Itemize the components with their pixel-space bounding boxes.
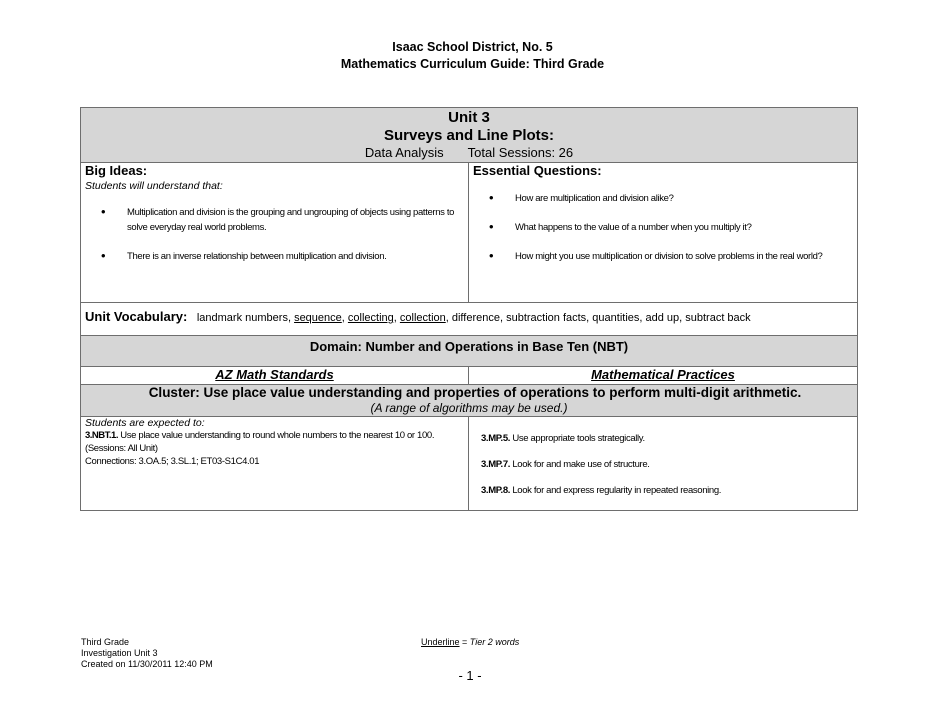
- page-number-text: - 1 -: [458, 668, 482, 683]
- big-ideas-cell: [81, 163, 469, 303]
- legend-underline: Underline: [421, 637, 460, 647]
- list-item: • How might you use multiplication or division to solve problems in the real world?: [473, 249, 853, 264]
- practices-list: [473, 417, 853, 497]
- big-ideas-list: [85, 205, 464, 264]
- cluster-banner: [81, 385, 858, 417]
- practice-code: 3.MP.7.: [481, 459, 511, 470]
- vocab-word-tier2: sequence: [294, 312, 342, 324]
- cluster-note: (A range of algorithms may be used.): [370, 401, 568, 415]
- footer-info: [81, 637, 213, 670]
- unit-strand: Data Analysis: [364, 145, 444, 160]
- vocabulary-words: [197, 312, 751, 324]
- cluster-title: Cluster: Use place value understanding and properties of operations to perform multi-digit arithmetic.: [148, 385, 802, 400]
- practice-text: Use appropriate tools strategically.: [510, 433, 645, 444]
- standard-description: Use place value understanding to round whole numbers to the nearest 10 or 100.: [117, 430, 435, 441]
- essential-questions-cell: [469, 163, 858, 303]
- big-ideas-title: Big Ideas:: [85, 163, 148, 178]
- vocabulary-colon: :: [183, 309, 188, 324]
- az-standards-label: AZ Math Standards: [215, 367, 334, 382]
- page-number: [0, 668, 942, 683]
- vocab-word-tier2: collecting: [347, 312, 394, 324]
- vocab-word: landmark numbers,: [196, 312, 291, 324]
- unit-title: Unit 3: [448, 109, 490, 126]
- footer-legend: [421, 637, 519, 648]
- document-header: [0, 39, 942, 73]
- standard-code: 3.NBT.1.: [85, 430, 118, 441]
- vocab-word-tier2: collection: [399, 312, 446, 324]
- legend-equals: =: [459, 637, 470, 647]
- standard-text: [85, 429, 464, 442]
- standard-cell: [81, 417, 469, 511]
- az-standards-header: [81, 367, 469, 385]
- list-item: • How are multiplication and division alike?: [473, 191, 853, 206]
- footer-grade: Third Grade: [81, 637, 130, 647]
- curriculum-table: [80, 107, 858, 511]
- unit-banner: [81, 108, 858, 163]
- vocab-separator: ,: [393, 312, 397, 324]
- practice-text: Look for and express regularity in repeated reasoning.: [510, 485, 722, 496]
- practice-code: 3.MP.8.: [481, 485, 511, 496]
- practice-code: 3.MP.5.: [481, 433, 511, 444]
- unit-meta: [81, 145, 857, 161]
- practice-text: Look for and make use of structure.: [510, 459, 650, 470]
- expectations-intro: Students are expected to:: [85, 417, 205, 429]
- standard-connections: Connections: 3.OA.5; 3.SL.1; ET03-S1C4.01: [85, 456, 260, 467]
- practices-cell: [469, 417, 858, 511]
- list-item: • What happens to the value of a number when you multiply it?: [473, 220, 853, 235]
- practices-label: Mathematical Practices: [591, 367, 735, 382]
- vocabulary-label: Unit Vocabulary: [85, 309, 184, 324]
- unit-sessions: Total Sessions: 26: [467, 145, 574, 160]
- list-item: [481, 432, 853, 445]
- list-item: [481, 458, 853, 471]
- big-ideas-intro: Students will understand that:: [85, 180, 223, 192]
- standard-sessions: (Sessions: All Unit): [85, 443, 158, 454]
- guide-title: Mathematics Curriculum Guide: Third Grade: [340, 57, 605, 71]
- list-item: • There is an inverse relationship between multiplication and division.: [85, 249, 464, 264]
- list-item: [481, 484, 853, 497]
- footer-created: Created on 11/30/2011 12:40 PM: [81, 659, 213, 669]
- essential-questions-list: [473, 191, 853, 264]
- district-name: Isaac School District, No. 5: [392, 40, 553, 54]
- vocab-separator: ,: [341, 312, 345, 324]
- unit-subtitle: Surveys and Line Plots:: [383, 127, 555, 144]
- domain-banner: Domain: Number and Operations in Base Ten (NBT): [81, 336, 858, 367]
- vocabulary-cell: [81, 303, 858, 336]
- practices-header: [469, 367, 858, 385]
- footer-unit: Investigation Unit 3: [81, 648, 158, 658]
- legend-tier: Tier 2 words: [469, 637, 520, 647]
- vocab-words-rest: , difference, subtraction facts, quantities, add up, subtract back: [445, 312, 751, 324]
- essential-questions-title: Essential Questions:: [473, 163, 602, 178]
- list-item: • Multiplication and division is the grouping and ungrouping of objects using patterns to solve everyday real world problems.: [85, 205, 464, 235]
